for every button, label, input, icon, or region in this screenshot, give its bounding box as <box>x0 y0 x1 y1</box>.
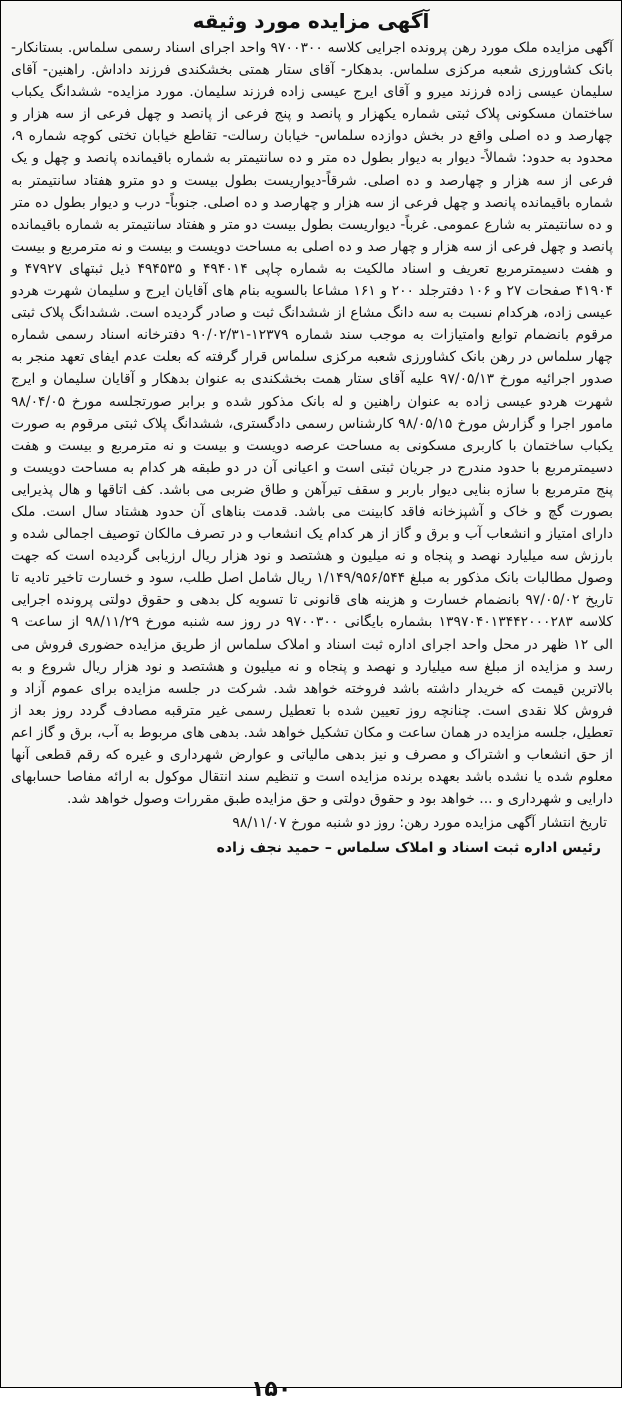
publish-date-line: تاریخ انتشار آگهی مزایده مورد رهن: روز دو شنبه مورخ ۹۸/۱۱/۰۷ <box>232 815 607 832</box>
signature-line: رئیس اداره ثبت اسناد و املاک سلماس – حمید نجف زاده <box>216 840 601 857</box>
notice-title: آگهی مزایده مورد وثیقه <box>192 9 430 33</box>
bottom-cut-fragment <box>1 1377 621 1402</box>
notice-body: آگهی مزایده ملک مورد رهن پرونده اجرایی کلاسه ۹۷۰۰۳۰۰ واحد اجرای اسناد رسمی سلماس. بستانکار- بانک کشاورزی شعبه مرکزی سلماس. بدهکار- آقای ستار همتی بخشکندی فرزند داداش. راهنین- آقای سلیمان عیسی زاده فرزند میرو و آقای ایرج عیسی زاده فرزند سلیمان. مورد مزایده- ششدانگ یکباب ساختمان مسکونی پلاک ثبتی شماره یکهزار و پانصد و پنج فرعی از پانصد و چهل فرعی از سه هزار و چهارصد و ده اصلی واقع در بخش دوازده سلماس- خیابان رسالت- تقاطع خیابان تختی کوچه شماره ۹، محدود به حدود: شمالاً- دیوار به دیوار بطول ده متر و ده سانتیمتر به شماره باقیمانده پانصد و چهل و یک فرعی از سه هزار و چهارصد و ده اصلی. شرقاً-دیواریست بطول بیست و دو مترو هفتاد سانتیمتر به شماره باقیمانده پانصد و چهل فرعی از سه هزار و چهارصد و ده اصلی. جنوباً- درب و دیوار بطول ده متر و ده سانتیمتر به شارع عمومی. غرباً- دیواریست بطول بیست دو متر و هفتاد سانتیمتر به شماره باقیمانده پانصد و چهل فرعی از سه هزار و چهار صد و ده اصلی به مساحت دویست و بیست و نه مترمربع و بیست و هفت دسیمترمربع تعریف و اسناد مالکیت به شماره چاپی ۴۹۴۰۱۴ و ۴۹۴۵۳۵ ذیل ثبتهای ۴۷۹۲۷ و ۴۱۹۰۴ صفحات ۲۷ و ۱۰۶ دفترجلد ۲۰۰ و ۱۶۱ مشاعا بالسویه بنام های آقایان ایرج و سلیمان شهرت هردو عیسی زاده، هرکدام نسبت به سه دانگ مشاع از ششدانگ ثبت و صادر گردیده است. ششدانگ پلاک ثبتی مرقوم بانضمام توابع وامتیازات به موجب سند شماره ۱۲۳۷۹-۹۰/۰۲/۳۱ دفترخانه اسناد رسمی شماره چهار سلماس در رهن بانک کشاورزی شعبه مرکزی سلماس قرار گرفته که بعلت عدم ایفای تعهد منجر به صدور اجرائیه مورخ ۹۷/۰۵/۱۳ علیه آقای ستار همت بخشکندی به عنوان بدهکار و آقایان سلیمان و ایرج شهرت هردو عیسی زاده به عنوان راهنین و له بانک مذکور شده و برابر صورتجلسه مورخ ۹۸/۰۴/۰۵ مامور اجرا و گزارش مورخ ۹۸/۰۵/۱۵ کارشناس رسمی دادگستری، ششدانگ پلاک ثبتی مرقوم به صورت یکباب ساختمان با کاربری مسکونی به مساحت عرصه دویست و بیست و نه مترمربع و بیست و هفت دسیمترمربع با حدود مندرج در جریان ثبتی است و اعیانی آن در دو طبقه هر کدام به مساحت دویست و پنج مترمربع با سازه بنایی دیوار باربر و سقف تیرآهن و طاق ضربی می باشد. کف اتاقها و هال پذیرایی بصورت گچ و خاک و آشپزخانه فاقد کابینت می باشد. قدمت بناهای آن حدود هشتاد سال است. ملک دارای امتیاز و انشعاب آب و برق و گاز از هر کدام یک انشعاب و در تصرف مالکان توصیف اجمالی شده و بارزش سه میلیارد نهصد و پنجاه و نه میلیون و هشتصد و نود هزار ریال ارزیابی گردیده است که جهت وصول مطالبات بانک مذکور به مبلغ ۱/۱۴۹/۹۵۶/۵۴۴ ریال شامل اصل طلب، سود و خسارت تاخیر تادیه تا تاریخ ۹۷/۰۵/۰۲ بانضمام خسارت و هزینه های قانونی تا تسویه کل بدهی و حقوق دولتی پرونده اجرایی کلاسه ۱۳۹۷۰۴۰۱۳۴۴۲۰۰۰۲۸۳ بشماره بایگانی ۹۷۰۰۳۰۰ در روز سه شنبه مورخ ۹۸/۱۱/۲۹ از ساعت ۹ الی ۱۲ ظهر در محل واحد اجرای اداره ثبت اسناد و املاک سلماس از طریق مزایده حضوری فروش می رسد و مزایده از مبلغ سه میلیارد و نهصد و پنجاه و نه میلیون و هشتصد و نود هزار ریال شروع و به بالاترین قیمت که خریدار داشته باشد فروخته خواهد شد. شرکت در جلسه مزایده برای عموم آزاد و فروش کلا نقدی است. چنانچه روز تعیین شده با تعطیل رسمی غیر مترقبه مصادف گردد روز بعد از تعطیل، جلسه مزایده در همان ساعت و مکان تشکیل خواهد شد. بدهی های مربوط به آب، برق و گاز اعم از حق انشعاب و اشتراک و مصرف و نیز بدهی مالیاتی و عوارض شهرداری و غیره که رقم قطعی آنها معلوم شده یا نشده باشد بعهده برنده مزایده است و تنظیم سند انتقال موکول به ارائه مفاصا حسابهای دارایی و شهرداری و ... خواهد بود و حقوق دولتی و حق مزایده طبق مقررات وصول خواهد شد. <box>11 40 614 808</box>
bottom-fragment-text: ۱۵۰ <box>251 1377 292 1402</box>
